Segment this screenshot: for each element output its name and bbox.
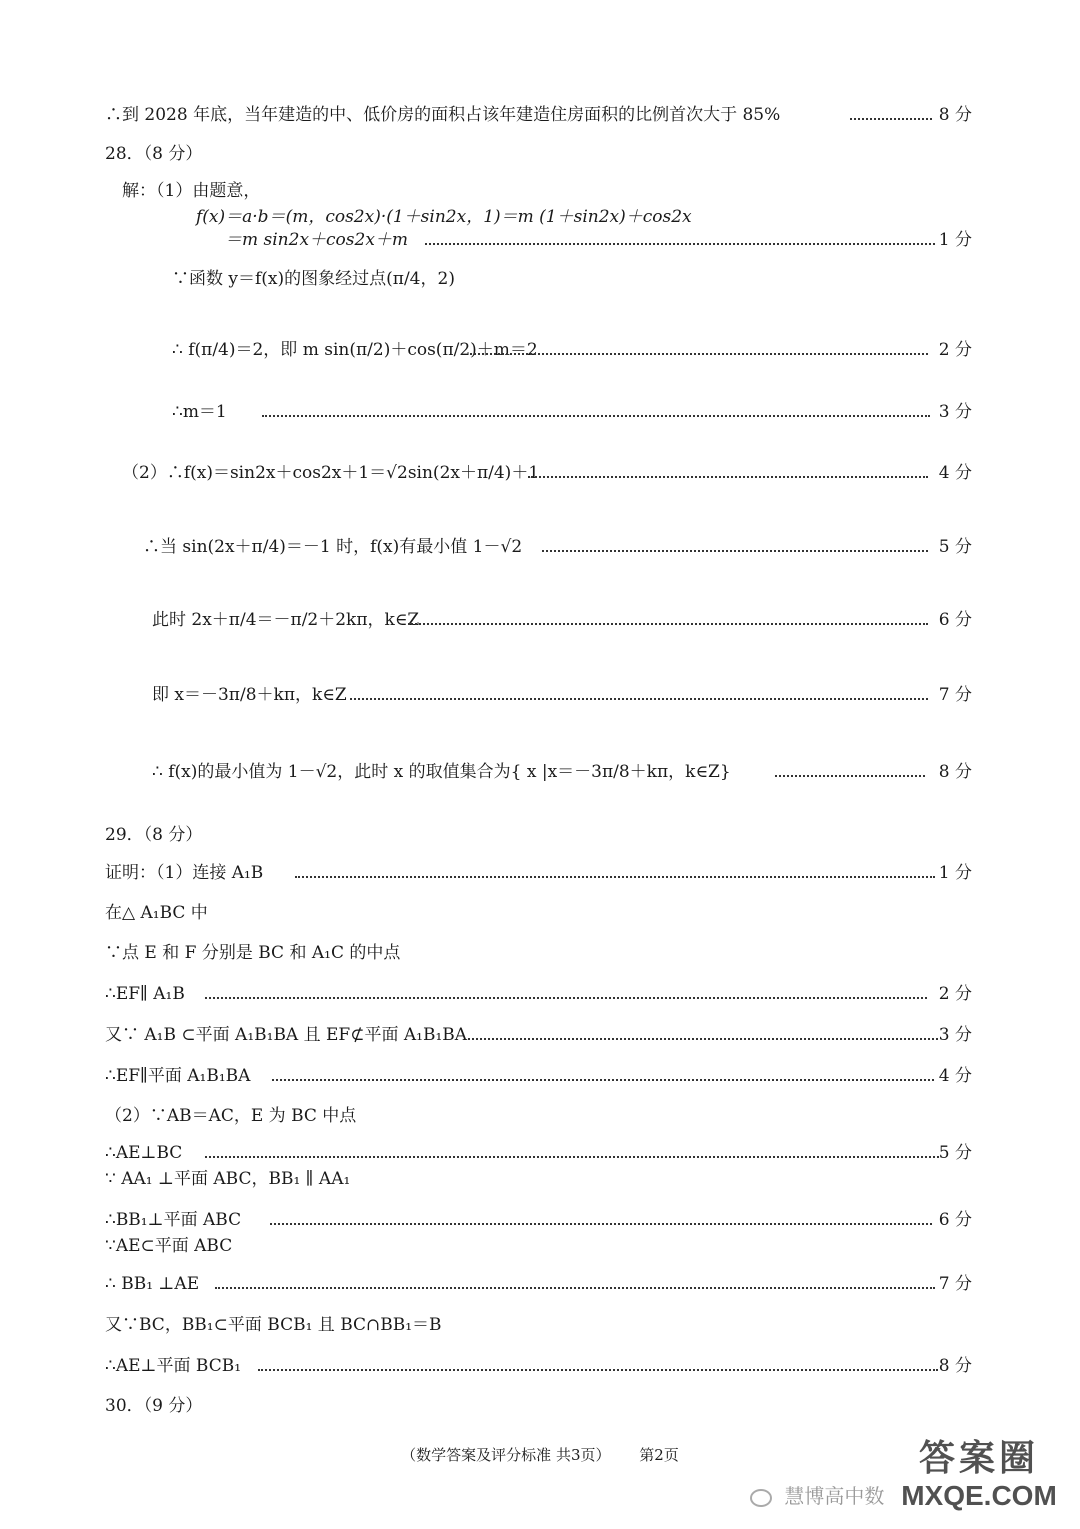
text-line: ∵ AA₁ ⊥平面 ABC，BB₁ ∥ AA₁	[105, 1169, 351, 1189]
dot-leader	[205, 1156, 939, 1158]
logo-site: MXQE.COM	[901, 1480, 1057, 1511]
dot-leader	[258, 1369, 938, 1371]
formula-line: （2）∴f(x)＝sin2x＋cos2x＋1＝√2sin(2x＋π/4)＋1	[122, 463, 540, 483]
dot-leader	[425, 243, 935, 245]
formula-line: ∴ f(x)的最小值为 1－√2，此时 x 的取值集合为{ x |x＝－3π/8＋kπ，k∈Z}	[152, 762, 731, 782]
text-line: ∴AE⊥BC	[105, 1143, 183, 1163]
score-label: 3 分	[938, 402, 972, 422]
text-line: ∴EF∥ A₁B	[105, 984, 185, 1004]
dot-leader	[468, 1038, 938, 1040]
text-line: ∴AE⊥平面 BCB₁	[105, 1356, 242, 1376]
wechat-icon	[750, 1489, 772, 1507]
dot-leader	[270, 1223, 932, 1225]
dot-leader	[470, 353, 928, 355]
dot-leader	[542, 550, 928, 552]
score-label: 4 分	[938, 463, 972, 483]
dot-leader	[295, 876, 935, 878]
question-heading: 28．（8 分）	[105, 144, 203, 164]
score-label: 5 分	[938, 1143, 972, 1163]
formula-line: f(x)＝a·b＝(m，cos2x)·(1＋sin2x，1)＝m (1＋sin2x)＋cos2x	[196, 207, 692, 227]
score-label: 4 分	[938, 1066, 972, 1086]
text-line: 在△ A₁BC 中	[105, 903, 208, 923]
dot-leader	[262, 415, 930, 417]
score-label: 2 分	[938, 984, 972, 1004]
text-line: ∴EF∥平面 A₁B₁BA	[105, 1066, 251, 1086]
text-line: ∴到 2028 年底，当年建造的中、低价房的面积占该年建造住房面积的比例首次大于 85%	[105, 105, 781, 125]
page-number: 第2页	[639, 1446, 679, 1464]
score-label: 1 分	[938, 230, 972, 250]
score-label: 8 分	[938, 762, 972, 782]
dot-leader	[528, 476, 928, 478]
formula-line: ∴m＝1	[172, 402, 227, 422]
score-label: 8 分	[938, 1356, 972, 1376]
score-label: 6 分	[938, 1210, 972, 1230]
text-line: 证明：（1）连接 A₁B	[105, 863, 264, 883]
question-heading: 30．（9 分）	[105, 1396, 203, 1416]
text-line: ∵点 E 和 F 分别是 BC 和 A₁C 的中点	[105, 943, 401, 963]
formula-line: ∴ f(π/4)＝2，即 m sin(π/2)＋cos(π/2)＋m＝2	[172, 340, 538, 360]
formula-line: ＝m sin2x＋cos2x＋m	[225, 230, 409, 250]
score-label: 7 分	[938, 1274, 972, 1294]
score-label: 2 分	[938, 340, 972, 360]
dot-leader	[775, 775, 925, 777]
score-label: 1 分	[938, 863, 972, 883]
text-line: ∴ BB₁ ⊥AE	[105, 1274, 200, 1294]
watermark-logo	[894, 1430, 1064, 1522]
question-heading: 29．（8 分）	[105, 825, 203, 845]
dot-leader	[215, 1287, 935, 1289]
dot-leader	[205, 997, 927, 999]
dot-leader	[850, 118, 932, 120]
logo-text: 答案圈	[918, 1437, 1039, 1479]
footer-text: （数学答案及评分标准 共3页）	[401, 1446, 611, 1464]
dot-leader	[408, 623, 928, 625]
text-line: （2）∵AB＝AC，E 为 BC 中点	[105, 1106, 357, 1126]
score-label: 6 分	[938, 610, 972, 630]
formula-line: 即 x＝－3π/8＋kπ，k∈Z	[152, 685, 347, 705]
score-label: 7 分	[938, 685, 972, 705]
text-line: 又∵ A₁B ⊂平面 A₁B₁BA 且 EF⊄平面 A₁B₁BA	[105, 1025, 468, 1045]
text-line: ∵AE⊂平面 ABC	[105, 1236, 233, 1256]
score-label: 3 分	[938, 1025, 972, 1045]
dot-leader	[350, 698, 928, 700]
text-line: ∵函数 y＝f(x)的图象经过点(π/4，2)	[172, 269, 455, 289]
watermark-account: 慧博高中数	[750, 1480, 884, 1509]
score-label: 5 分	[938, 537, 972, 557]
text-line: 解：（1）由题意，	[122, 181, 261, 201]
text-line: 又∵BC，BB₁⊂平面 BCB₁ 且 BC∩BB₁＝B	[105, 1315, 442, 1335]
formula-line: ∴当 sin(2x＋π/4)＝－1 时，f(x)有最小值 1－√2	[143, 537, 523, 557]
score-label: 8 分	[938, 105, 972, 125]
dot-leader	[272, 1079, 934, 1081]
formula-line: 此时 2x＋π/4＝－π/2＋2kπ，k∈Z	[152, 610, 420, 630]
text-line: ∴BB₁⊥平面 ABC	[105, 1210, 242, 1230]
